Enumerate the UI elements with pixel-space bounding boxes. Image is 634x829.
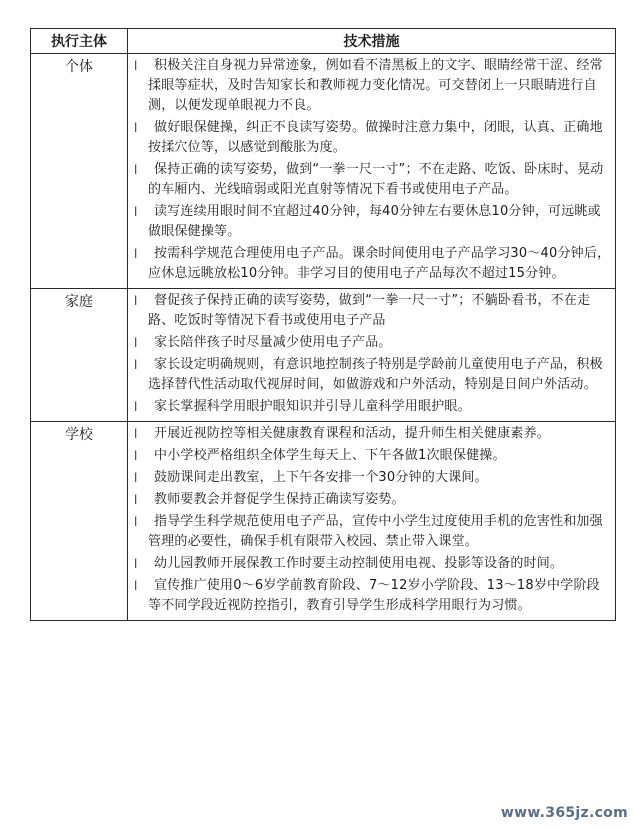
measure-text: 中小学校严格组织全体学生每天上、下午各做1次眼保健操。	[154, 448, 506, 463]
bullet-icon: l	[134, 579, 138, 593]
measure-text: 鼓励课间走出教室，上下午各安排一个30分钟的大课间。	[154, 470, 488, 485]
bullet-icon: l	[134, 205, 138, 219]
measures-cell	[128, 289, 616, 422]
actor-cell: 家庭	[31, 289, 128, 422]
bullet-icon: l	[134, 336, 138, 350]
bullet-icon: l	[134, 471, 138, 485]
actor-cell: 学校	[31, 422, 128, 621]
list-item	[134, 576, 611, 616]
table-body	[31, 54, 616, 621]
list-item	[134, 397, 611, 417]
list-item	[134, 291, 611, 331]
table-row	[31, 422, 616, 621]
list-item	[134, 554, 611, 574]
bullet-icon: l	[134, 358, 138, 372]
measure-text: 保持正确的读写姿势，做到“一拳一尺一寸”；不在走路、吃饭、卧床时、晃动的车厢内、光线暗弱或阳光直射等情况下看书或使用电子产品。	[148, 162, 604, 197]
measure-text: 指导学生科学规范使用电子产品，宣传中小学生过度使用手机的危害性和加强管理的必要性，确保手机有限带入校园、禁止带入课堂。	[148, 514, 603, 549]
measure-text: 做好眼保健操，纠正不良读写姿势。做操时注意力集中，闭眼，认真、正确地按揉穴位等，以感觉到酸胀为度。	[148, 120, 603, 155]
bullet-icon: l	[134, 400, 138, 414]
bullet-icon: l	[134, 557, 138, 571]
bullet-icon: l	[134, 515, 138, 529]
bullet-icon: l	[134, 493, 138, 507]
measure-text: 幼儿园教师开展保教工作时要主动控制使用电视、投影等设备的时间。	[154, 556, 564, 571]
list-item	[134, 490, 611, 510]
list-item	[134, 468, 611, 488]
header-actor: 执行主体	[31, 29, 128, 54]
header-measures: 技术措施	[128, 29, 616, 54]
measures-cell	[128, 54, 616, 289]
list-item	[134, 424, 611, 444]
bullet-icon: l	[134, 163, 138, 177]
bullet-icon: l	[134, 294, 138, 308]
bullet-icon: l	[134, 427, 138, 441]
measures-table	[30, 28, 616, 621]
bullet-icon: l	[134, 449, 138, 463]
bullet-icon: l	[134, 59, 138, 73]
measure-text: 读写连续用眼时间不宜超过40分钟，每40分钟左右要休息10分钟，可远眺或做眼保健操等。	[148, 204, 601, 239]
bullet-icon: l	[134, 247, 138, 261]
list-item	[134, 355, 611, 395]
list-item	[134, 160, 611, 200]
actor-cell: 个体	[31, 54, 128, 289]
watermark: www.365jz.com	[500, 805, 628, 821]
measure-text: 积极关注自身视力异常迹象，例如看不清黑板上的文字、眼睛经常干涩、经常揉眼等症状，及时告知家长和教师视力变化情况。可交替闭上一只眼睛进行自测，以便发现单眼视力不良。	[148, 58, 603, 113]
measure-text: 开展近视防控等相关健康教育课程和活动，提升师生相关健康素养。	[154, 426, 551, 441]
header-row	[31, 29, 616, 54]
measure-text: 家长陪伴孩子时尽量减少使用电子产品。	[154, 335, 392, 350]
table-row	[31, 289, 616, 422]
table-row	[31, 54, 616, 289]
measure-text: 督促孩子保持正确的读写姿势，做到“一拳一尺一寸”；不躺卧看书，不在走路、吃饭时等情况下看书或使用电子产品	[148, 293, 591, 328]
list-item	[134, 333, 611, 353]
measure-text: 家长掌握科学用眼护眼知识并引导儿童科学用眼护眼。	[154, 399, 471, 414]
measure-text: 宣传推广使用0～6岁学前教育阶段、7～12岁小学阶段、13～18岁中学阶段等不同学段近视防控指引，教育引导学生形成科学用眼行为习惯。	[148, 578, 600, 613]
list-item	[134, 118, 611, 158]
bullet-icon: l	[134, 121, 138, 135]
measure-text: 教师要教会并督促学生保持正确读写姿势。	[154, 492, 405, 507]
measures-cell	[128, 422, 616, 621]
list-item	[134, 202, 611, 242]
measure-text: 家长设定明确规则，有意识地控制孩子特别是学龄前儿童使用电子产品，积极选择替代性活动取代视屏时间，如做游戏和户外活动，特别是日间户外活动。	[148, 357, 603, 392]
list-item	[134, 244, 611, 284]
list-item	[134, 56, 611, 116]
list-item	[134, 446, 611, 466]
list-item	[134, 512, 611, 552]
measure-text: 按需科学规范合理使用电子产品。课余时间使用电子产品学习30～40分钟后，应休息远眺放松10分钟。非学习目的使用电子产品每次不超过15分钟。	[148, 246, 611, 281]
